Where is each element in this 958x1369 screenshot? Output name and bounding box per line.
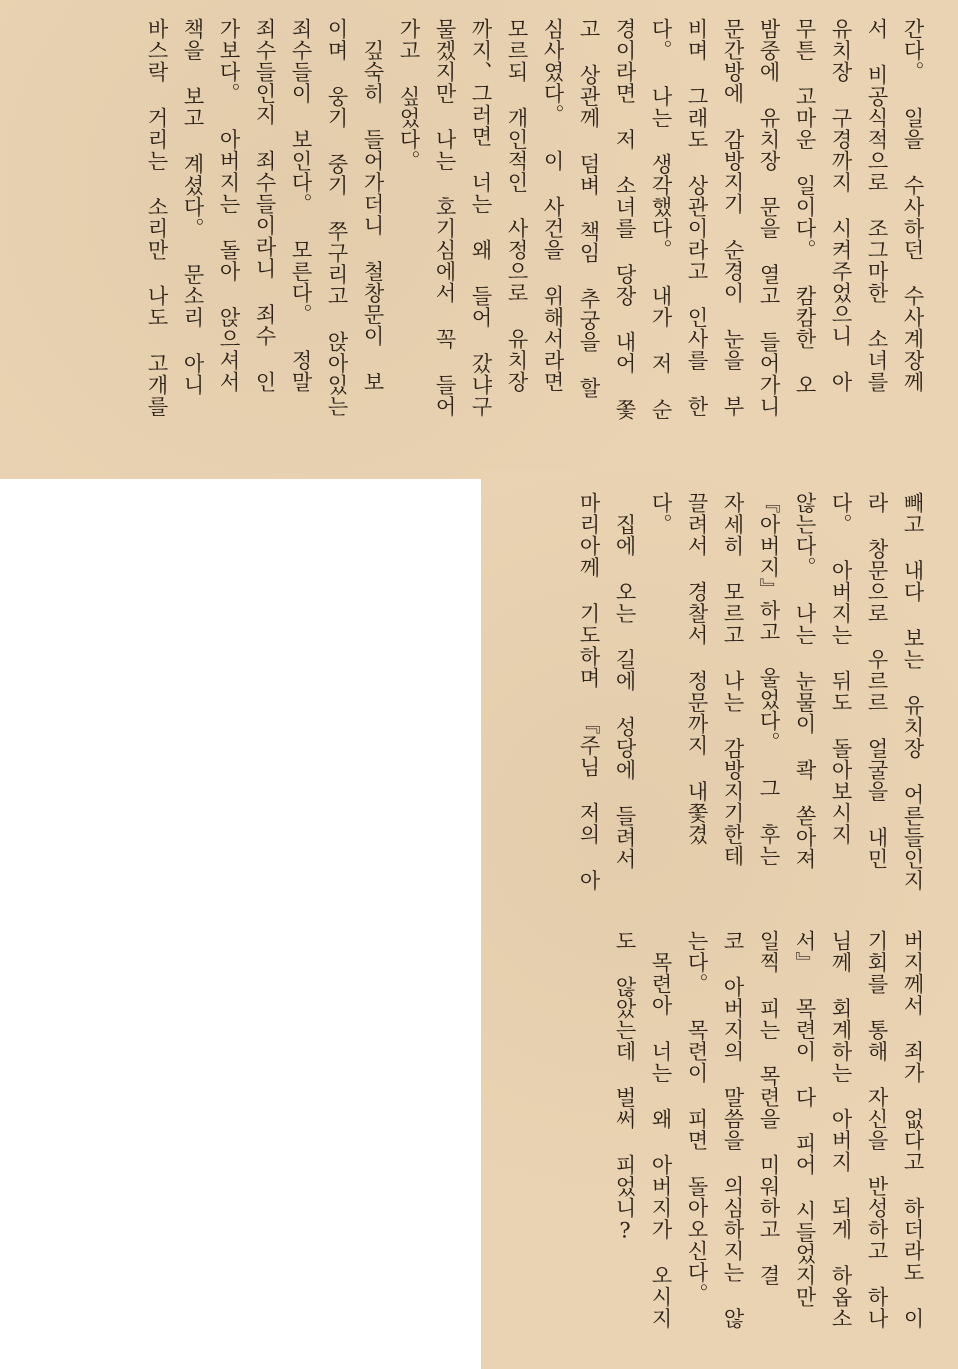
text-column: 『아버지』하고 울었다。 그 후는 bbox=[757, 492, 781, 867]
text-column: 간다。 일을 수사하던 수사계장께 bbox=[901, 18, 925, 393]
text-column: 죄수들인지 죄수들이라니 죄수 인 bbox=[253, 18, 277, 393]
text-column: 심사였다。 이 사건을 위해서라면 bbox=[541, 18, 565, 393]
text-column: 도 않았는데 벌써 피었니? bbox=[613, 930, 637, 1243]
text-column: 집에 오는 길에 성당에 들려서 bbox=[613, 492, 637, 870]
text-column: 는다。 목련이 피면 돌아오신다。 bbox=[685, 930, 709, 1305]
text-column: 가고 싶었다。 bbox=[397, 18, 421, 172]
text-column: 모르되 개인적인 사정으로 유치장 bbox=[505, 18, 529, 393]
text-column: 깊숙히 들어가더니 철창문이 보 bbox=[361, 18, 385, 393]
text-column: 책을 보고 계셨다。 문소리 아니 bbox=[181, 18, 205, 396]
text-column: 자세히 모르고 나는 감방지기한테 bbox=[721, 492, 745, 867]
text-column: 님께 회계하는 아버지 되게 하옵소 bbox=[829, 930, 853, 1329]
text-column: 서 비공식적으로 조그마한 소녀를 bbox=[865, 18, 889, 393]
text-column: 라 창문으로 우르르 얼굴을 내민 bbox=[865, 492, 889, 870]
text-column: 가보다。 아버지는 돌아 앉으셔서 bbox=[217, 18, 241, 393]
text-column: 목련아 너는 왜 아버지가 오시지 bbox=[649, 930, 673, 1329]
text-column: 다。 bbox=[649, 492, 673, 535]
text-column: 다。 아버지는 뒤도 돌아보시지 bbox=[829, 492, 853, 845]
text-column: 일찍 피는 목련을 미워하고 결 bbox=[757, 930, 781, 1286]
text-column: 물겠지만 나는 호기심에서 꼭 들어 bbox=[433, 18, 457, 417]
text-column: 기회를 통해 자신을 반성하고 하나 bbox=[865, 930, 889, 1329]
text-column: 코 아버지의 말씀을 의심하지는 않 bbox=[721, 930, 745, 1329]
text-column: 고 상관께 덤벼 책임 추궁을 할 bbox=[577, 18, 601, 399]
text-column: 경이라면 저 소녀를 당장 내어 쫓 bbox=[613, 18, 637, 420]
text-column: 문간방에 감방지기 순경이 눈을 부 bbox=[721, 18, 745, 417]
text-column: 마리아께 기도하며 『주님 저의 아 bbox=[577, 492, 601, 891]
text-column: 버지께서 죄가 없다고 하더라도 이 bbox=[901, 930, 925, 1329]
text-column: 죄수들이 보인다。 모른다。 정말 bbox=[289, 18, 313, 393]
text-column: 바스락 거리는 소리만 나도 고개를 bbox=[145, 18, 169, 417]
text-column: 비며 그래도 상관이라고 인사를 한 bbox=[685, 18, 709, 417]
text-column: 다。 나는 생각했다。 내가 저 순 bbox=[649, 18, 673, 420]
text-column: 않는다。 나는 눈물이 콱 쏟아져 bbox=[793, 492, 817, 870]
text-column: 유치장 구경까지 시켜주었으니 아 bbox=[829, 18, 853, 393]
text-column: 끌려서 경찰서 정문까지 내쫓겼 bbox=[685, 492, 709, 845]
text-column: 밤중에 유치장 문을 열고 들어가니 bbox=[757, 18, 781, 417]
text-column: 까지、그러면 너는 왜 들어 갔냐구 bbox=[469, 18, 493, 417]
text-column: 빼고 내다 보는 유치장 어른들인지 bbox=[901, 492, 925, 891]
text-column: 이며 웅기 중기 쭈구리고 앉아있는 bbox=[325, 18, 349, 417]
text-column: 무튼 고마운 일이다。 캄캄한 오 bbox=[793, 18, 817, 396]
text-column: 서』 목련이 다 피어 시들었지만 bbox=[793, 930, 817, 1308]
